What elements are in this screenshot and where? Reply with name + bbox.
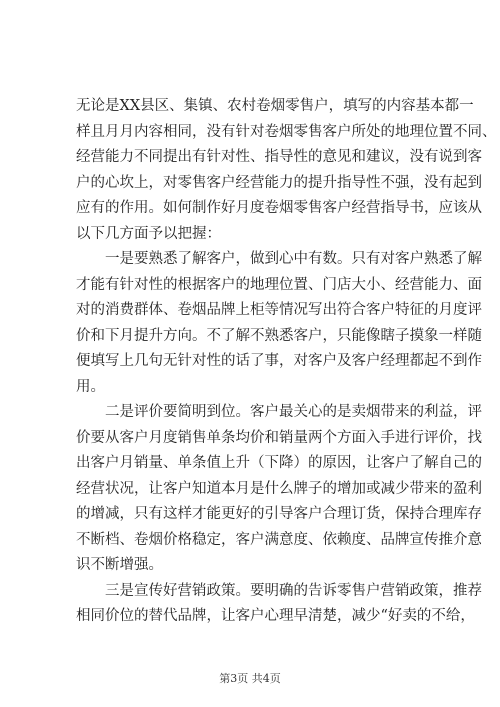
text-line: 样且月月内容相同，没有针对卷烟零售客户所处的地理位置不同、 — [76, 123, 497, 140]
text-line: 无论是XX县区、集镇、农村卷烟零售户，填写的内容基本都一 — [76, 98, 474, 114]
text-line: 价要从客户月度销售单条均价和销量两个方面入手进行评价，找 — [76, 429, 482, 446]
text-line: 户的心坎上，对零售客户经营能力的提升指导性不强，没有起到 — [76, 174, 482, 191]
text-line: 应有的作用。如何制作好月度卷烟零售客户经营指导书，应该从 — [76, 200, 482, 216]
text-line: 经营能力不同提出有针对性、指导性的意见和建议，没有说到客 — [76, 149, 482, 165]
text-line: 价和下月提升方向。不了解不熟悉客户，只能像瞎子摸象一样随 — [76, 327, 482, 344]
text-line: 三是宣传好营销政策。要明确的告诉零售户营销政策，推荐 — [105, 582, 482, 599]
body-text — [76, 94, 497, 630]
text-line: 一是要熟悉了解客户，做到心中有数。只有对客户熟悉了解 — [105, 251, 482, 267]
text-line: 的增减，只有这样才能更好的引导客户合理订货，保持合理库存 — [76, 506, 482, 522]
text-line: 二是评价要简明到位。客户最关心的是卖烟带来的利益，评 — [105, 404, 482, 420]
text-line: 经营状况，让客户知道本月是什么牌子的增加或减少带来的盈利 — [76, 480, 482, 497]
text-line: 才能有针对性的根据客户的地理位置、门店大小、经营能力、面 — [76, 276, 482, 293]
text-line: 便填写上几句无针对性的话了事，对客户及客户经理都起不到作 — [76, 353, 482, 369]
text-line: 对的消费群体、卷烟品牌上柜等情况写出符合客户特征的月度评 — [76, 302, 482, 318]
page-footer: 第3页 共4页 — [219, 672, 281, 685]
text-line: 出客户月销量、单条值上升（下降）的原因，让客户了解自己的 — [76, 455, 482, 471]
text-line: 不断档、卷烟价格稳定，客户满意度、依赖度、品牌宣传推介意 — [76, 531, 482, 548]
text-line: 识不断增强。 — [76, 557, 163, 573]
text-line: 用。 — [76, 378, 105, 395]
text-line: 以下几方面予以把握： — [76, 225, 221, 242]
text-line: 相同价位的替代品牌，让客户心理早清楚，减少“好卖的不给， — [76, 608, 475, 624]
